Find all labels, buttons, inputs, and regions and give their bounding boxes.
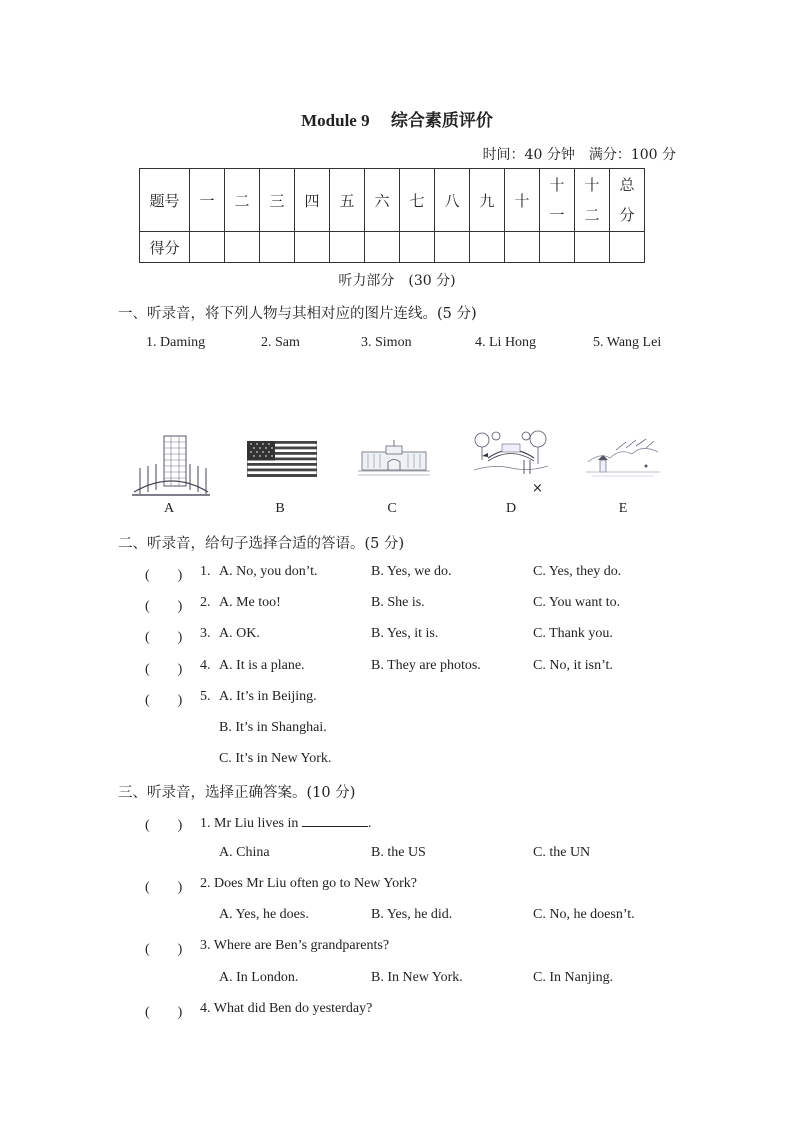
col-2: 二 — [225, 169, 260, 232]
buckingham-palace-icon[interactable] — [358, 440, 430, 478]
fill-blank[interactable] — [302, 814, 368, 827]
option-b[interactable]: B. Yes, we do. — [371, 564, 452, 579]
answer-paren[interactable]: ( ) — [145, 880, 183, 895]
page-title: Module 9 综合素质评价 — [301, 111, 493, 130]
answer-paren[interactable]: ( ) — [145, 693, 183, 708]
picture-d-label: D — [505, 501, 517, 516]
time-info: 时间：40 分钟 满分：100 分 — [482, 147, 676, 163]
answer-paren[interactable]: ( ) — [145, 1005, 183, 1020]
answer-paren[interactable]: ( ) — [145, 818, 183, 833]
question-text: 2. Does Mr Liu often go to New York? — [200, 876, 417, 891]
score-cell[interactable] — [400, 232, 435, 263]
option-a[interactable]: A. OK. — [219, 626, 260, 641]
score-table — [139, 168, 645, 263]
option-b[interactable]: B. the US — [371, 845, 426, 860]
question-end: . — [367, 816, 372, 831]
section1-heading: 一、听录音，将下列人物与其相对应的图片连线。(5 分) — [118, 306, 477, 322]
question-number: 5. — [200, 689, 211, 704]
option-b[interactable]: B. Yes, he did. — [371, 907, 453, 922]
score-cell[interactable] — [505, 232, 540, 263]
answer-paren[interactable]: ( ) — [145, 942, 183, 957]
us-flag-icon[interactable] — [247, 441, 317, 477]
picture-e-label: E — [618, 501, 628, 516]
col-7: 七 — [400, 169, 435, 232]
option-c[interactable]: C. Thank you. — [533, 626, 613, 641]
question-stem: 1. Mr Liu lives in — [200, 816, 299, 831]
col-11 — [540, 169, 575, 232]
col-4: 四 — [295, 169, 330, 232]
stray-mark: × — [532, 481, 543, 496]
question-text: 3. Where are Ben’s grandparents? — [200, 938, 390, 953]
option-b[interactable]: B. In New York. — [371, 970, 463, 985]
col-12 — [575, 169, 610, 232]
section2-heading: 二、听录音，给句子选择合适的答语。(5 分) — [118, 536, 405, 552]
option-a[interactable]: A. It’s in Beijing. — [219, 689, 317, 704]
col-3: 三 — [260, 169, 295, 232]
score-cell[interactable] — [575, 232, 610, 263]
col-8: 八 — [435, 169, 470, 232]
score-cell[interactable] — [540, 232, 575, 263]
question-text: 4. What did Ben do yesterday? — [200, 1001, 373, 1016]
score-cell[interactable] — [295, 232, 330, 263]
name-simon[interactable]: 3. Simon — [361, 335, 412, 350]
score-cell[interactable] — [365, 232, 400, 263]
option-a[interactable]: A. Yes, he does. — [219, 907, 309, 922]
score-cell[interactable] — [260, 232, 295, 263]
option-b[interactable]: B. It’s in Shanghai. — [219, 720, 327, 735]
option-c[interactable]: C. You want to. — [533, 595, 621, 610]
option-c[interactable]: C. It’s in New York. — [219, 751, 332, 766]
col-9: 九 — [470, 169, 505, 232]
option-b[interactable]: B. She is. — [371, 595, 425, 610]
option-a[interactable]: A. Me too! — [219, 595, 281, 610]
option-c[interactable]: C. the UN — [533, 845, 591, 860]
question-number: 3. — [200, 626, 211, 641]
un-building-icon[interactable] — [132, 432, 210, 496]
answer-paren[interactable]: ( ) — [145, 662, 183, 677]
col-12-top: 十 — [584, 176, 600, 194]
picture-b-label: B — [275, 501, 285, 516]
option-c[interactable]: C. No, it isn’t. — [533, 658, 613, 673]
col-6: 六 — [365, 169, 400, 232]
option-c[interactable]: C. In Nanjing. — [533, 970, 614, 985]
picture-a-label: A — [163, 501, 175, 516]
question-number: 4. — [200, 658, 211, 673]
score-cell[interactable] — [225, 232, 260, 263]
question-number-label: 题号 — [140, 169, 190, 232]
col-10: 十 — [505, 169, 540, 232]
section3-heading: 三、听录音，选择正确答案。(10 分) — [118, 785, 356, 801]
park-bridge-icon[interactable] — [474, 430, 548, 478]
score-cell[interactable] — [330, 232, 365, 263]
answer-paren[interactable]: ( ) — [145, 568, 183, 583]
name-sam[interactable]: 2. Sam — [261, 335, 300, 350]
question-text — [200, 814, 371, 832]
answer-paren[interactable]: ( ) — [145, 599, 183, 614]
score-label: 得分 — [140, 232, 190, 263]
question-number: 1. — [200, 564, 211, 579]
col-11-bottom: 一 — [549, 206, 565, 224]
name-wang-lei[interactable]: 5. Wang Lei — [593, 335, 662, 350]
score-table-header-row — [140, 169, 645, 232]
picture-c-label: C — [387, 501, 397, 516]
col-total-bottom: 分 — [619, 206, 635, 224]
option-a[interactable]: A. No, you don’t. — [219, 564, 318, 579]
score-cell[interactable] — [435, 232, 470, 263]
score-cell[interactable] — [470, 232, 505, 263]
option-a[interactable]: A. In London. — [219, 970, 299, 985]
option-b[interactable]: B. Yes, it is. — [371, 626, 439, 641]
option-c[interactable]: C. No, he doesn’t. — [533, 907, 635, 922]
score-cell[interactable] — [190, 232, 225, 263]
col-12-bottom: 二 — [584, 206, 600, 224]
answer-paren[interactable]: ( ) — [145, 630, 183, 645]
question-number: 2. — [200, 595, 211, 610]
option-b[interactable]: B. They are photos. — [371, 658, 481, 673]
lake-pagoda-icon[interactable] — [586, 438, 660, 480]
listening-section-header: 听力部分 (30 分) — [338, 273, 456, 289]
option-a[interactable]: A. It is a plane. — [219, 658, 305, 673]
score-cell-total[interactable] — [610, 232, 645, 263]
col-5: 五 — [330, 169, 365, 232]
score-table-score-row — [140, 232, 645, 263]
col-total — [610, 169, 645, 232]
col-total-top: 总 — [619, 176, 635, 194]
name-daming[interactable]: 1. Daming — [146, 335, 206, 350]
col-11-top: 十 — [549, 176, 565, 194]
option-c[interactable]: C. Yes, they do. — [533, 564, 622, 579]
option-a[interactable]: A. China — [219, 845, 270, 860]
col-1: 一 — [190, 169, 225, 232]
name-li-hong[interactable]: 4. Li Hong — [475, 335, 537, 350]
